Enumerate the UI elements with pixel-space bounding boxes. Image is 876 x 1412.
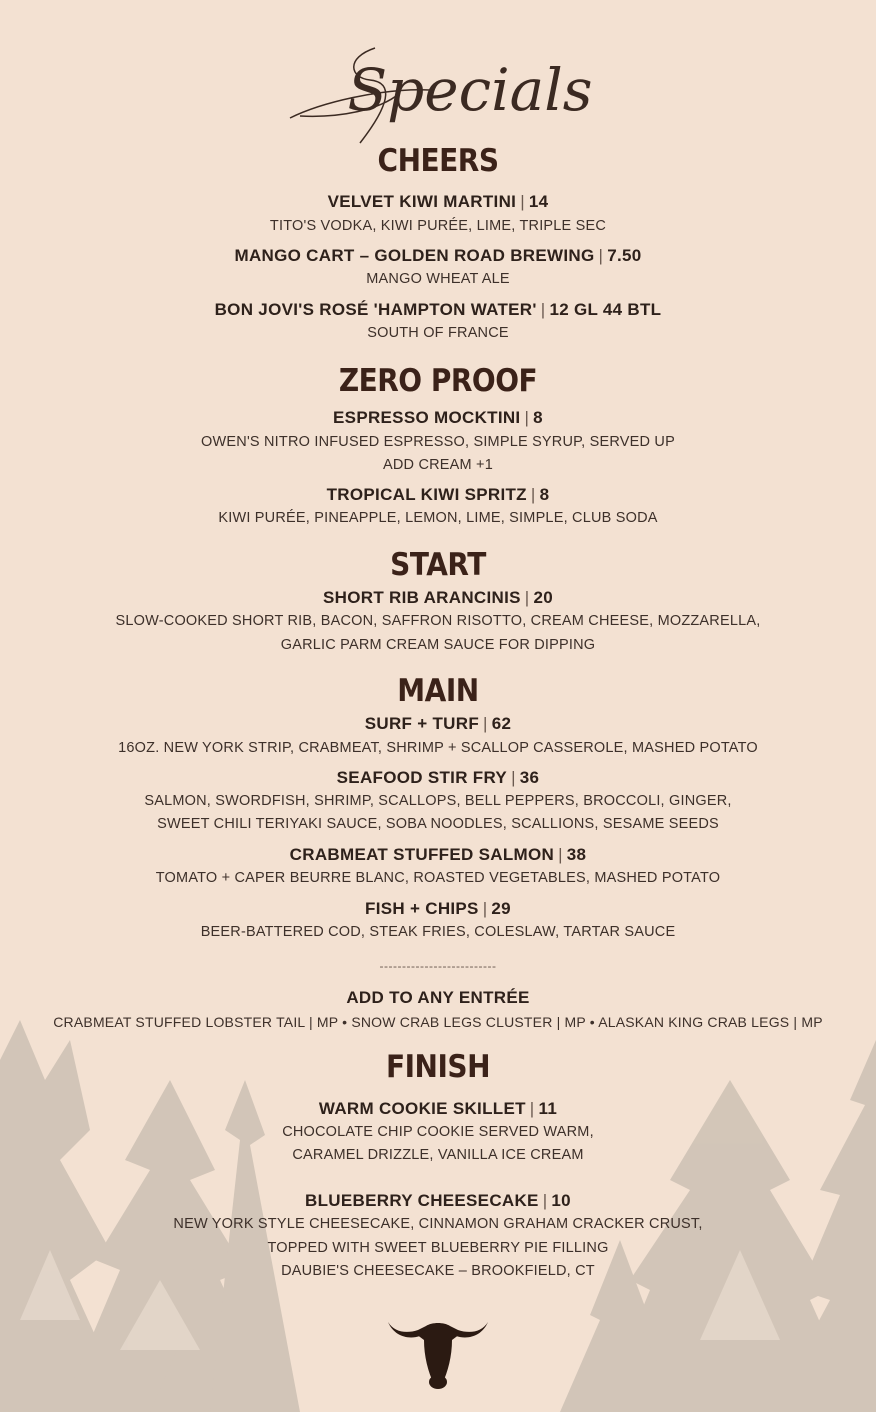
specials-title-text: Specials — [347, 56, 593, 124]
menu-item-name: CRABMEAT STUFFED SALMON | 38 — [289, 845, 587, 864]
menu-item-description: CARAMEL DRIZZLE, VANILLA ICE CREAM — [292, 1147, 584, 1163]
section-heading-main: MAIN — [397, 672, 479, 709]
menu-item-description: NEW YORK STYLE CHEESECAKE, CINNAMON GRAHAM CRACKER CRUST, — [173, 1216, 703, 1232]
menu-item-name: TROPICAL KIWI SPRITZ | 8 — [326, 485, 550, 504]
menu-item-name: SHORT RIB ARANCINIS | 20 — [323, 588, 553, 607]
section-heading-cheers: CHEERS — [377, 142, 499, 179]
menu-item-description: BEER-BATTERED COD, STEAK FRIES, COLESLAW, TARTAR SAUCE — [200, 924, 676, 940]
menu-item-description: DAUBIE'S CHEESECAKE – BROOKFIELD, CT — [281, 1263, 595, 1279]
menu-item-name: BON JOVI'S ROSÉ 'HAMPTON WATER' | 12 GL 44 BTL — [214, 300, 662, 319]
menu-item-description: TITO'S VODKA, KIWI PURÉE, LIME, TRIPLE SEC — [269, 218, 607, 234]
menu-item-name: FISH + CHIPS | 29 — [365, 899, 511, 918]
section-heading-finish: FINISH — [386, 1048, 490, 1085]
menu-item-description: SWEET CHILI TERIYAKI SAUCE, SOBA NOODLES, SCALLIONS, SESAME SEEDS — [157, 816, 719, 832]
menu-item-name: MANGO CART – GOLDEN ROAD BREWING | 7.50 — [234, 246, 642, 265]
specials-title — [0, 18, 876, 148]
menu-item-description: CHOCOLATE CHIP COOKIE SERVED WARM, — [282, 1124, 594, 1140]
menu-item-description: SOUTH OF FRANCE — [367, 325, 509, 341]
menu-item-name: WARM COOKIE SKILLET | 11 — [318, 1099, 558, 1118]
menu-item-description: GARLIC PARM CREAM SAUCE FOR DIPPING — [280, 637, 596, 653]
menu-item-name: VELVET KIWI MARTINI | 14 — [327, 192, 549, 211]
menu-item-description: OWEN'S NITRO INFUSED ESPRESSO, SIMPLE SYRUP, SERVED UP — [201, 434, 675, 450]
addons-list: CRABMEAT STUFFED LOBSTER TAIL | MP • SNOW CRAB LEGS CLUSTER | MP • ALASKAN KING CRAB LEGS | MP — [53, 1014, 823, 1030]
menu-item-name: SURF + TURF | 62 — [364, 714, 512, 733]
divider: -------------------------- — [379, 959, 497, 973]
addons-heading: ADD TO ANY ENTRÉE — [346, 988, 530, 1007]
section-heading-zero-proof: ZERO PROOF — [338, 362, 538, 399]
menu-item-description: 16OZ. NEW YORK STRIP, CRABMEAT, SHRIMP + SCALLOP CASSEROLE, MASHED POTATO — [118, 740, 758, 756]
menu-item-name: ESPRESSO MOCKTINI | 8 — [333, 408, 543, 427]
menu-item-description: SLOW-COOKED SHORT RIB, BACON, SAFFRON RISOTTO, CREAM CHEESE, MOZZARELLA, — [115, 613, 761, 629]
menu-item-description: SALMON, SWORDFISH, SHRIMP, SCALLOPS, BELL PEPPERS, BROCCOLI, GINGER, — [144, 793, 732, 809]
menu-item-name: SEAFOOD STIR FRY | 36 — [336, 768, 540, 787]
menu-item-description: ADD CREAM +1 — [383, 457, 493, 473]
section-heading-start: START — [390, 546, 486, 583]
menu-item-description: KIWI PURÉE, PINEAPPLE, LEMON, LIME, SIMPLE, CLUB SODA — [218, 510, 658, 526]
menu-item-name: BLUEBERRY CHEESECAKE | 10 — [305, 1191, 571, 1210]
menu-item-description: TOPPED WITH SWEET BLUEBERRY PIE FILLING — [267, 1240, 609, 1256]
bull-head-icon — [386, 1316, 490, 1390]
menu-item-description: TOMATO + CAPER BEURRE BLANC, ROASTED VEGETABLES, MASHED POTATO — [155, 870, 721, 886]
menu-item-description: MANGO WHEAT ALE — [366, 271, 510, 287]
